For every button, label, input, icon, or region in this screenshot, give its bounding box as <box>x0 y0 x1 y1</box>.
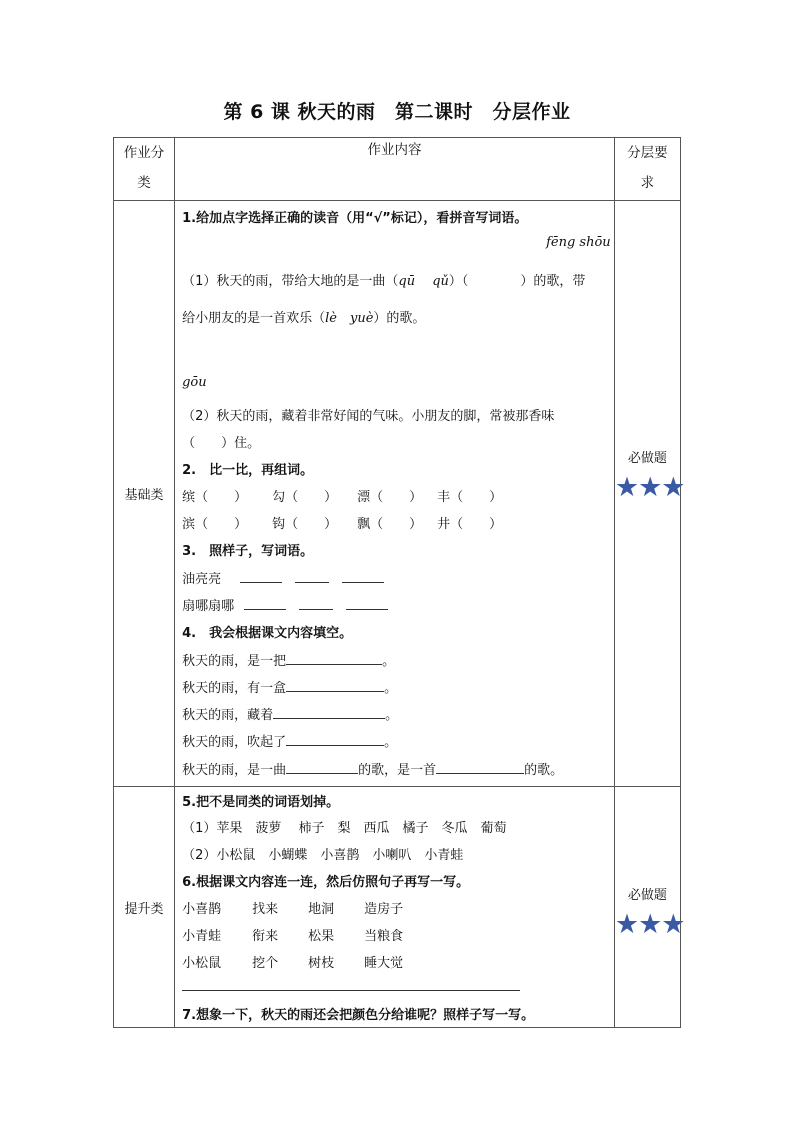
advanced-required-label: 必做题 <box>627 888 667 903</box>
basic-content <box>175 201 615 787</box>
q4-line1: 秋天的雨，是一把 。 <box>182 650 395 669</box>
q6-title: 6.根据课文内容连一连，然后仿照句子再写一写。 <box>182 875 470 890</box>
q4-line2: 秋天的雨，有一盒 。 <box>182 677 397 696</box>
q5-line1: （1）苹果 菠萝 柿子 梨 西瓜 橘子 冬瓜 葡萄 <box>182 821 507 836</box>
answer-line <box>182 990 520 991</box>
q1-title: 1.给加点字选择正确的读音（用“√”标记），看拼音写词语。 <box>182 211 528 226</box>
star-rating-icon: ★★★ <box>614 909 685 940</box>
q6-row1: 小喜鹊 找来 地洞 造房子 <box>182 902 404 917</box>
q2-row1: 缤（ ） 勾（ ） 漂（ ） 丰（ ） <box>182 490 503 505</box>
homework-table <box>113 137 685 1028</box>
table-header-row <box>114 138 681 201</box>
q1-line4: （ ）住。 <box>182 436 261 451</box>
q4-line3: 秋天的雨，藏着 。 <box>182 704 398 723</box>
basic-row <box>114 201 681 787</box>
q7-title: 7.想象一下，秋天的雨还会把颜色分给谁呢？照样子写一写。 <box>182 1008 535 1023</box>
basic-requirement <box>614 201 685 787</box>
header-content: 作业内容 <box>175 138 615 201</box>
q6-row3: 小松鼠 挖个 树枝 睡大觉 <box>182 956 404 971</box>
q5-line2: （2）小松鼠 小蝴蝶 小喜鹊 小喇叭 小青蛙 <box>182 848 464 863</box>
q1-line3: （2）秋天的雨，藏着非常好闻的气味。小朋友的脚，常被那香味 <box>182 409 555 424</box>
q2-title: 2. 比一比，再组词。 <box>182 463 314 478</box>
basic-category: 基础类 <box>114 201 175 787</box>
advanced-content <box>175 787 615 1028</box>
q1-line2: 给小朋友的是一首欢乐（lè yuè）的歌。 <box>182 311 426 326</box>
q5-title: 5.把不是同类的词语划掉。 <box>182 795 340 810</box>
q1-pinyin-fengshou: fēng shōu <box>546 235 611 250</box>
q6-row2: 小青蛙 衔来 松果 当粮食 <box>182 929 404 944</box>
star-rating-icon: ★★★ <box>614 471 685 503</box>
basic-required-label: 必做题 <box>627 450 667 466</box>
q3-row2: 扇哪扇哪 <box>182 595 388 614</box>
advanced-requirement <box>614 787 685 1028</box>
advanced-category: 提升类 <box>114 787 175 1028</box>
q2-row2: 滨（ ） 钩（ ） 飘（ ） 井（ ） <box>182 517 503 532</box>
header-category: 作业分类 <box>114 138 175 201</box>
q4-line4: 秋天的雨，吹起了 。 <box>182 731 397 750</box>
advanced-row <box>114 787 681 1028</box>
page-title: 第 6 课 秋天的雨 第二课时 分层作业 <box>223 101 571 123</box>
q4-title: 4. 我会根据课文内容填空。 <box>182 626 353 641</box>
q4-line5: 秋天的雨，是一曲 的歌，是一首 的歌。 <box>182 759 563 778</box>
q1-line1: （1）秋天的雨，带给大地的是一曲（qū qǔ）（ ）的歌，带 <box>182 274 586 289</box>
q3-title: 3. 照样子，写词语。 <box>182 544 314 559</box>
q1-pinyin-gou: gōu <box>182 375 207 390</box>
q3-row1: 油亮亮 <box>182 568 384 587</box>
header-requirement: 分层要求 <box>614 138 680 201</box>
